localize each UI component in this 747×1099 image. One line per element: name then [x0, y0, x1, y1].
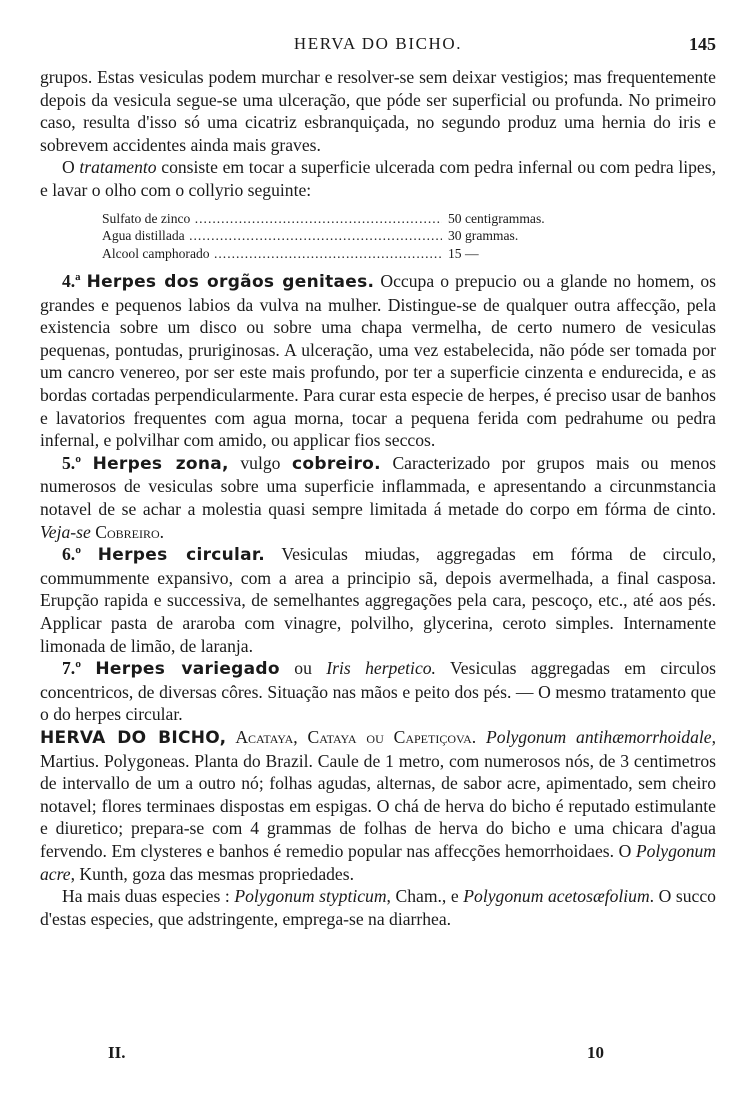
recipe-table	[102, 210, 716, 263]
entry-text: Occupa o prepucio ou a glande no homem, os grandes e pequenos labios da vulva na mulher. Distingue-se de qualquer outra affecção, pela existencia sobre um disco ou sobre uma chapa vermelha, de certo numero de vesiculas pequenas, pontudas, pruriginosas. A ulceração, uma vez estabelecida, não póde ser tomada por um cancro venereo, por ser este mais profundo, por ter a superficie cinzenta e endurecida, e as bordas cortadas perpendicularmente. Para curar esta especie de herpes, é preciso usar de banhos e lavatorios frequentes com agua morna, tocar a pequena ferida com pedrahume ou pedra infernal, e polvilhar com amido, ou applicar fios seccos.	[40, 271, 716, 451]
species-name: Polygonum antihæmorrhoidale	[486, 726, 712, 747]
recipe-dose: 15 —	[448, 245, 479, 261]
paragraph-other-species	[40, 885, 716, 930]
entry-text: Vesiculas aggregadas em circulos concentricos, de diversas côres. Situação nas mãos e peito dos pés. — O mesmo tratamento que o do herpes circular.	[40, 658, 716, 725]
entry-text: , Kunth, goza das mesmas propriedades.	[70, 863, 354, 884]
entry-herpes-zona	[40, 452, 716, 543]
entry-herpes-variegado	[40, 657, 716, 726]
text-run: .	[159, 521, 165, 542]
text-run: Ha mais duas especies :	[62, 886, 235, 907]
synonyms: Acataya, Cataya ou Capetiçova.	[226, 726, 487, 747]
sheet-number: 10	[587, 1043, 604, 1062]
entry-text: . O succo d'estas especies, que adstringente, emprega-se na diarrhea.	[40, 886, 716, 929]
recipe-ingredient: Alcool camphorado .....	[102, 245, 442, 263]
see-reference: Veja-se	[40, 521, 91, 542]
entry-text: Vesiculas miudas, aggregadas em fórma de circulo, commummente expansivo, com a area a principio sã, depois avermelhada, a final casposa. Erupção rapida e successiva, de semelhantes aggregações pela cara, pescoço, etc., até aos pés. Applicar pasta de araroba com vinagre, polvilho, glycerina, ceroto simples. Internamente limonada de limão, de laranja.	[40, 544, 716, 656]
entry-number: 5.º	[62, 452, 93, 473]
entry-herpes-circular	[40, 543, 716, 657]
recipe-ingredient: Sulfato de zinco .....	[102, 210, 442, 228]
entry-herva-do-bicho	[40, 726, 716, 885]
entry-heading: Herpes circular.	[97, 545, 265, 566]
running-title: HERVA DO BICHO.	[293, 34, 463, 53]
text-run: vulgo	[228, 452, 292, 473]
species-name: Iris herpetico.	[326, 658, 436, 679]
text-run: , Cham., e	[386, 886, 464, 907]
text-run: ou	[279, 658, 327, 679]
page-header	[40, 34, 716, 58]
species-name: Polygonum acetosæfolium	[463, 886, 650, 907]
page-footer	[40, 1043, 716, 1065]
entry-number: 7.º	[62, 658, 96, 679]
entry-number: 4.ª	[62, 271, 87, 292]
entry-text: , Martius. Polygoneas. Planta do Brazil. Caule de 1 metro, com numerosos nós, de 3 centimetros de intervallo de um a outro nó; folhas agudas, alternas, de sabor acre, apimentado, sem cheiro notavel; flores terminaes dispostas em espigas. O chá de herva do bicho é reputado estimulante e diuretico; prepara-se com 4 grammas de folhas de herva do bicho e uma chicara d'agua fervendo. Em clysteres e banhos é remedio popular nas affecções hemorrhoidaes. O	[40, 726, 716, 861]
dictionary-headword: HERVA DO BICHO,	[40, 727, 227, 748]
recipe-ingredient: Agua distillada .....	[102, 227, 442, 245]
entry-heading: Herpes dos orgãos genitaes.	[86, 272, 375, 293]
recipe-dose: 50 centigrammas.	[448, 210, 545, 226]
recipe-dose: 30 grammas.	[448, 228, 519, 244]
entry-herpes-genitaes	[40, 270, 716, 452]
entry-heading-alt: cobreiro.	[292, 453, 381, 474]
entry-number: 6.º	[62, 544, 98, 565]
italic-term: tratamento	[79, 157, 157, 178]
text-run: consiste em tocar a superficie ulcerada com pedra infernal ou com pedra lipes, e lavar o olho com o collyrio seguinte:	[40, 157, 716, 200]
signature-mark: II.	[108, 1043, 126, 1062]
entry-heading: Herpes zona,	[92, 453, 229, 474]
entry-heading: Herpes variegado	[95, 659, 280, 680]
cross-reference: Cobreiro	[95, 521, 160, 542]
page-number: 145	[689, 34, 716, 54]
paragraph-treatment	[40, 156, 716, 201]
recipe-row	[102, 245, 716, 263]
paragraph-continuation: grupos. Estas vesiculas podem murchar e resolver-se sem deixar vestigios; mas frequentemente depois da vesicula segue-se uma ulceração, que póde ser superficial ou profunda. No primeiro caso, resulta d'isso só uma cicatriz esbranquiçada, no segundo produz uma hernia do iris e sobrevem accidentes ainda mais graves.	[40, 67, 716, 155]
species-name: Polygonum stypticum	[234, 886, 387, 907]
text-run: O	[62, 157, 80, 178]
species-name: Polygonum acre	[40, 840, 716, 884]
recipe-row	[102, 210, 716, 228]
recipe-row	[102, 227, 716, 245]
page-body	[40, 66, 716, 930]
entry-text: Caracterizado por grupos mais ou menos numerosos de vesiculas sobre uma superficie inflammada, e apresentando a circunmstancia notavel de se achar a molestia quasi sempre limitada á metade do corpo em fórma de cinto.	[40, 452, 716, 519]
